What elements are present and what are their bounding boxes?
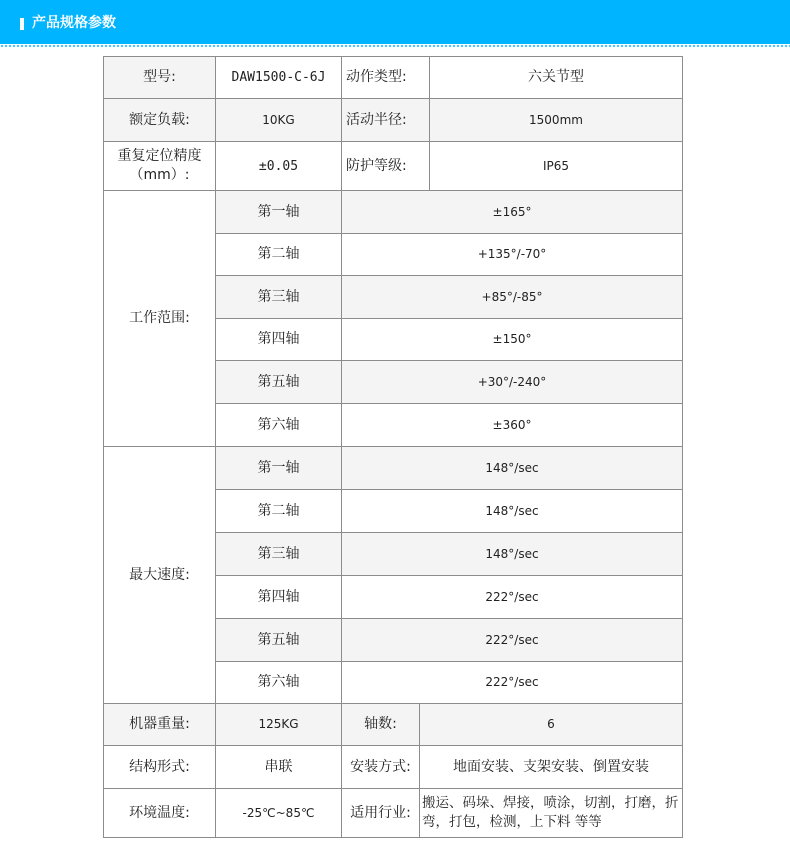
work-range-value-2: +135°/-70° [341,233,683,276]
structure-value: 串联 [215,745,342,789]
work-range-value-4: ±150° [341,318,683,361]
work-range-axis-1: 第一轴 [215,190,342,234]
radius-value: 1500mm [429,98,683,142]
header-dotted-divider [0,44,790,48]
max-speed-axis-6: 第六轴 [215,661,342,704]
max-speed-axis-1: 第一轴 [215,446,342,490]
install-label: 安装方式: [341,745,420,789]
env-temp-value: -25℃~85℃ [215,788,342,838]
work-range-value-5: +30°/-240° [341,360,683,404]
axes-value: 6 [419,703,683,746]
env-temp-label: 环境温度: [103,788,216,838]
section-title: 产品规格参数 [32,15,116,31]
weight-label: 机器重量: [103,703,216,746]
model-label: 型号: [103,56,216,99]
work-range-axis-5: 第五轴 [215,360,342,404]
section-header [0,0,790,44]
max-speed-value-2: 148°/sec [341,489,683,533]
structure-label: 结构形式: [103,745,216,789]
max-speed-label: 最大速度: [103,446,216,704]
work-range-axis-4: 第四轴 [215,318,342,361]
repeat-precision-label-line2: （mm）: [129,167,190,183]
max-speed-value-5: 222°/sec [341,618,683,662]
header-bar-icon [20,18,24,30]
install-value: 地面安装、支架安装、倒置安装 [419,745,683,789]
repeat-precision-label-line1: 重复定位精度 [117,148,202,164]
industry-value: 搬运、码垛、焊接，喷涂，切割，打磨，折弯，打包，检测，上下料 等等 [419,788,683,838]
max-speed-axis-5: 第五轴 [215,618,342,662]
work-range-axis-6: 第六轴 [215,403,342,447]
max-speed-axis-4: 第四轴 [215,575,342,619]
work-range-value-3: +85°/-85° [341,275,683,319]
weight-value: 125KG [215,703,342,746]
repeat-precision-value: ±0.05 [215,141,342,191]
action-type-label: 动作类型: [341,56,430,99]
axes-label: 轴数: [341,703,420,746]
rated-load-label: 额定负载: [103,98,216,142]
protection-value: IP65 [429,141,683,191]
rated-load-value: 10KG [215,98,342,142]
max-speed-value-4: 222°/sec [341,575,683,619]
industry-label: 适用行业: [341,788,420,838]
work-range-value-1: ±165° [341,190,683,234]
max-speed-value-1: 148°/sec [341,446,683,490]
action-type-value: 六关节型 [429,56,683,99]
work-range-value-6: ±360° [341,403,683,447]
max-speed-value-3: 148°/sec [341,532,683,576]
max-speed-axis-3: 第三轴 [215,532,342,576]
protection-label: 防护等级: [341,141,430,191]
radius-label: 活动半径: [341,98,430,142]
work-range-axis-3: 第三轴 [215,275,342,319]
max-speed-value-6: 222°/sec [341,661,683,704]
work-range-label: 工作范围: [103,190,216,447]
model-value: DAW1500-C-6J [215,56,342,99]
work-range-axis-2: 第二轴 [215,233,342,276]
repeat-precision-label [103,141,216,191]
max-speed-axis-2: 第二轴 [215,489,342,533]
